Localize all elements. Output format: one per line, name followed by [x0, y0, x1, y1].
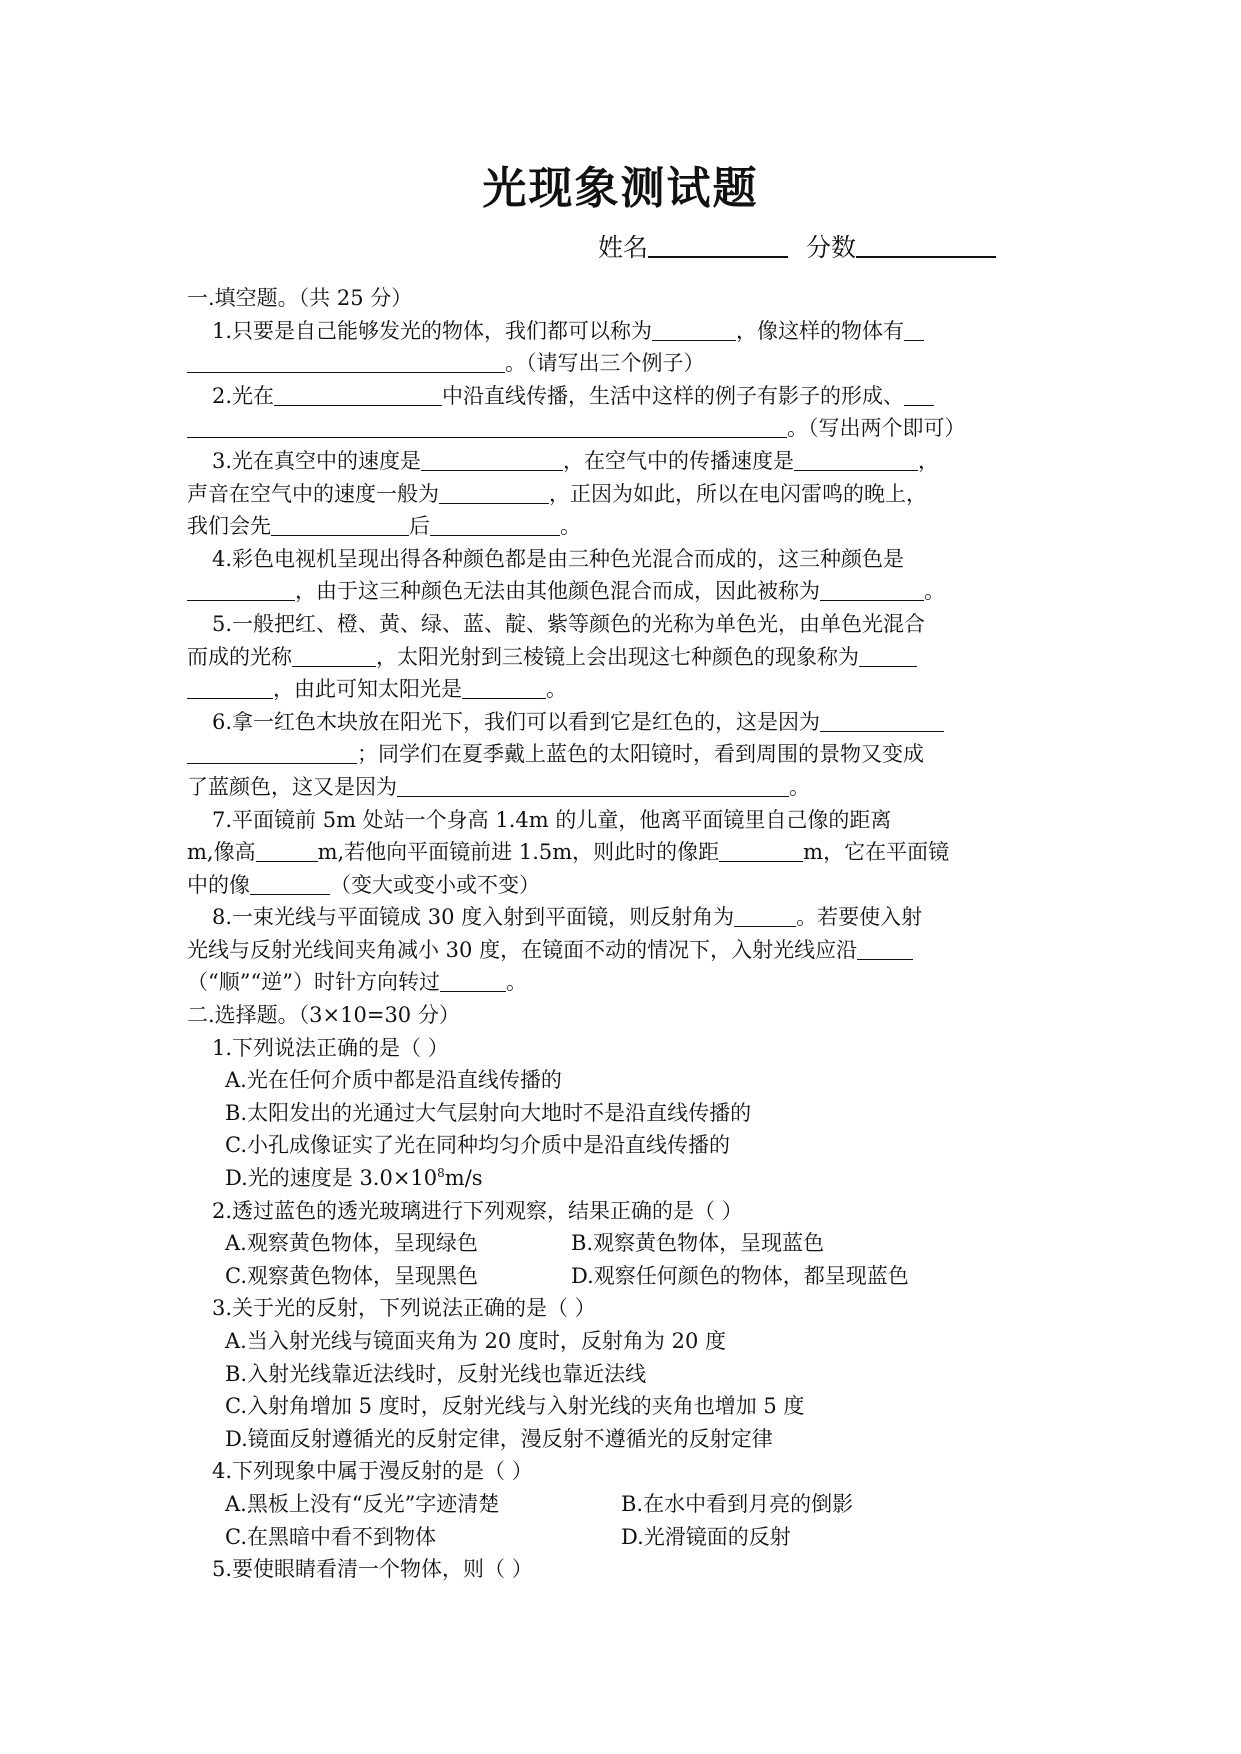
answer-blank[interactable]: [462, 676, 546, 699]
q1-line2: 。（请写出三个例子）: [187, 347, 1057, 380]
q2-line1: 2.光在 中沿直线传播，生活中这样的例子有影子的形成、: [187, 380, 1057, 413]
answer-blank[interactable]: [187, 578, 295, 601]
mc2-option-b[interactable]: B.观察黄色物体，呈现蓝色: [571, 1231, 825, 1256]
q6-line1: 6.拿一红色木块放在阳光下，我们可以看到它是红色的，这是因为: [187, 706, 1057, 739]
q8-line3: （“顺”“逆”）时针方向转过 。: [187, 970, 527, 995]
page-title: 光现象测试题: [482, 163, 759, 214]
answer-blank[interactable]: [187, 676, 273, 699]
q1-line1: 1.只要是自己能够发光的物体，我们都可以称为 ，像这样的物体有: [187, 315, 1057, 348]
q7-line2: m,像高 m,若他向平面镜前进 1.5m，则此时的像距 m，它在平面镜: [187, 840, 950, 865]
answer-blank[interactable]: [719, 839, 803, 862]
mc4-option-b[interactable]: B.在水中看到月亮的倒影: [621, 1491, 854, 1516]
q8-line2: 光线与反射光线间夹角减小 30 度，在镜面不动的情况下，入射光线应沿: [187, 934, 1057, 967]
answer-blank[interactable]: [440, 969, 506, 992]
mc2-option-a[interactable]: A.观察黄色物体，呈现绿色: [225, 1231, 478, 1256]
name-label: 姓名: [598, 233, 649, 262]
q5-line2: 而成的光称 ，太阳光射到三棱镜上会出现这七种颜色的现象称为: [187, 641, 1057, 674]
mc3-option-c[interactable]: C.入射角增加 5 度时，反射光线与入射光线的夹角也增加 5 度: [225, 1394, 805, 1419]
mc3-stem: 3.关于光的反射，下列说法正确的是（ ）: [212, 1296, 596, 1321]
q6-line2: ；同学们在夏季戴上蓝色的太阳镜时，看到周围的景物又变成: [187, 738, 1057, 771]
answer-blank[interactable]: [187, 350, 505, 373]
answer-blank[interactable]: [430, 513, 560, 536]
mc5-stem: 5.要使眼睛看清一个物体，则（ ）: [212, 1557, 533, 1582]
name-score-bar: [598, 228, 996, 264]
answer-blank[interactable]: [904, 318, 924, 341]
answer-blank[interactable]: [292, 644, 376, 667]
mc2-option-c[interactable]: C.观察黄色物体，呈现黑色: [225, 1263, 478, 1288]
mc2-option-d[interactable]: D.观察任何颜色的物体，都呈现蓝色: [571, 1263, 909, 1288]
answer-blank[interactable]: [794, 448, 918, 471]
q4-line2: ，由于这三种颜色无法由其他颜色混合而成，因此被称为 。: [187, 575, 1057, 608]
answer-blank[interactable]: [820, 709, 944, 732]
answer-blank[interactable]: [187, 741, 357, 764]
answer-blank[interactable]: [187, 415, 787, 438]
mc1-option-b[interactable]: B.太阳发出的光通过大气层射向大地时不是沿直线传播的: [225, 1100, 752, 1125]
q3-line3: 我们会先 后 。: [187, 514, 581, 539]
q3-line1: 3.光在真空中的速度是 ，在空气中的传播速度是 ，: [212, 448, 940, 473]
mc4-option-d[interactable]: D.光滑镜面的反射: [621, 1524, 791, 1549]
name-blank[interactable]: [648, 230, 788, 258]
answer-blank[interactable]: [859, 644, 917, 667]
score-label: 分数: [806, 233, 857, 262]
q3-line2: 声音在空气中的速度一般为 ，正因为如此，所以在电闪雷鸣的晚上，: [187, 481, 927, 506]
q4-line1: 4.彩色电视机呈现出得各种颜色都是由三种色光混合而成的，这三种颜色是: [212, 546, 905, 571]
q5-line3: ，由此可知太阳光是 。: [187, 673, 1057, 706]
q2-line2: 。（写出两个即可）: [187, 412, 1057, 445]
mc3-option-d[interactable]: D.镜面反射遵循光的反射定律，漫反射不遵循光的反射定律: [225, 1426, 773, 1451]
mc1-option-d[interactable]: D.光的速度是 $3.0\times 10^8m/s$: [225, 1166, 483, 1191]
answer-blank[interactable]: [256, 839, 318, 862]
mc2-options-row2: [187, 1260, 1057, 1293]
score-blank[interactable]: [856, 230, 996, 258]
answer-blank[interactable]: [439, 481, 549, 504]
answer-blank[interactable]: [652, 318, 736, 341]
answer-blank[interactable]: [271, 513, 409, 536]
answer-blank[interactable]: [274, 383, 442, 406]
mc4-options-row2: [187, 1521, 1057, 1554]
exam-body: [187, 282, 1057, 1586]
mc2-options-row1: [187, 1227, 1057, 1260]
answer-blank[interactable]: [904, 383, 934, 406]
mc3-option-a[interactable]: A.当入射光线与镜面夹角为 20 度时，反射角为 20 度: [225, 1329, 726, 1353]
mc1-option-c[interactable]: C.小孔成像证实了光在同种均匀介质中是沿直线传播的: [225, 1133, 730, 1158]
mc4-option-a[interactable]: A.黑板上没有“反光”字迹清楚: [225, 1491, 500, 1516]
mc1-option-a[interactable]: A.光在任何介质中都是沿直线传播的: [225, 1068, 562, 1093]
mc2-stem: 2.透过蓝色的透光玻璃进行下列观察，结果正确的是（ ）: [212, 1198, 743, 1223]
answer-blank[interactable]: [397, 774, 789, 797]
section1-heading: 一.填空题。（共 25 分）: [187, 286, 413, 310]
mc3-option-b[interactable]: B.入射光线靠近法线时，反射光线也靠近法线: [225, 1361, 647, 1386]
answer-blank[interactable]: [250, 872, 330, 895]
answer-blank[interactable]: [820, 578, 924, 601]
mc4-options-row1: [187, 1488, 1057, 1521]
q8-line1: 8.一束光线与平面镜成 30 度入射到平面镜，则反射角为 。若要使入射: [212, 905, 923, 930]
q5-line1: 5.一般把红、橙、黄、绿、蓝、靛、紫等颜色的光称为单色光，由单色光混合: [212, 611, 926, 636]
q7-line3: 中的像 （变大或变小或不变）: [187, 872, 540, 897]
answer-blank[interactable]: [734, 904, 796, 927]
q7-line1: 7.平面镜前 5m 处站一个身高 1.4m 的儿童，他离平面镜里自己像的距离: [212, 807, 892, 832]
q6-line3: 了蓝颜色，这又是因为 。: [187, 774, 810, 799]
mc4-option-c[interactable]: C.在黑暗中看不到物体: [225, 1524, 436, 1549]
answer-blank[interactable]: [421, 448, 563, 471]
section2-heading: 二.选择题。（3×10=30 分）: [187, 1003, 460, 1028]
mc4-stem: 4.下列现象中属于漫反射的是（ ）: [212, 1459, 533, 1484]
mc1-stem: 1.下列说法正确的是（ ）: [212, 1035, 449, 1060]
answer-blank[interactable]: [857, 937, 913, 960]
